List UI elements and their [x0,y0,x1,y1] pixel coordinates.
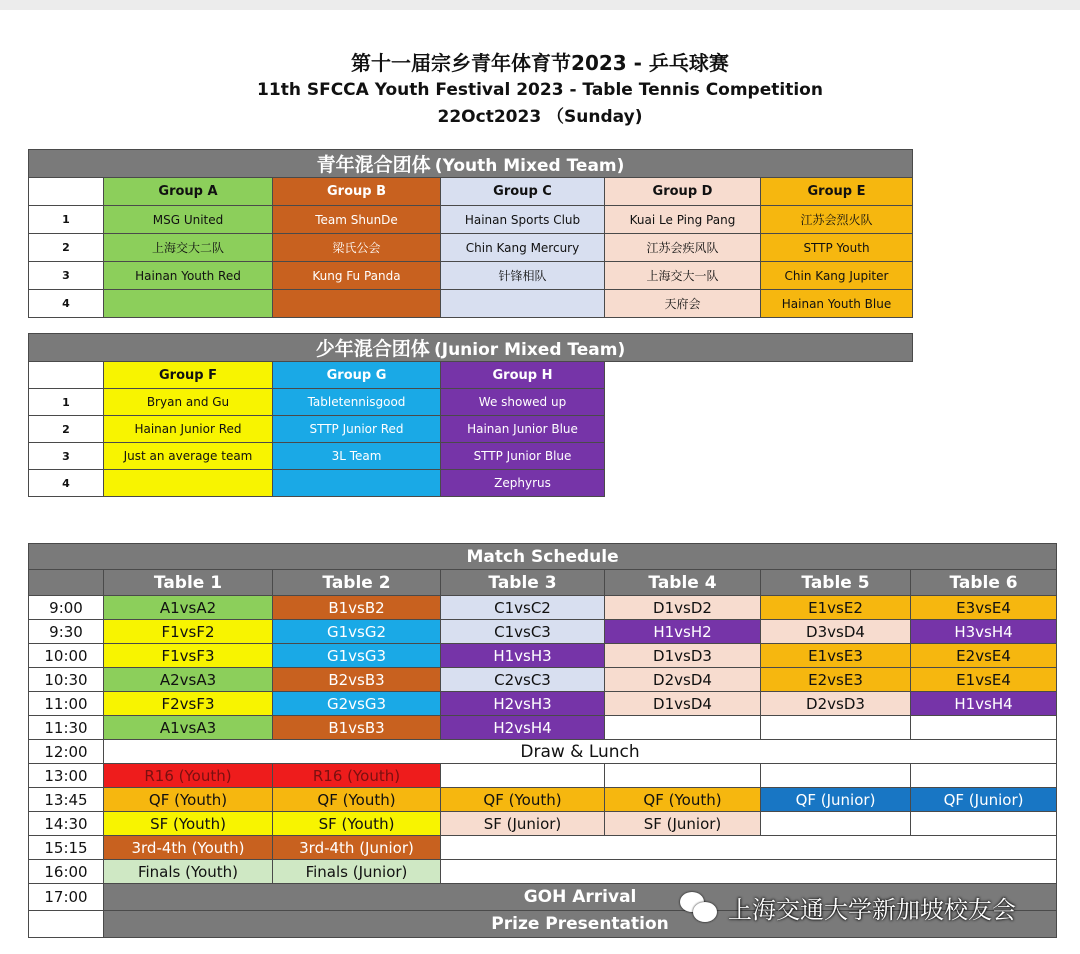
seed-number: 4 [29,470,104,497]
team-cell: Chin Kang Jupiter [761,262,913,290]
match-cell: F2vsF3 [104,692,273,716]
team-cell: STTP Junior Blue [441,443,605,470]
match-cell [441,764,605,788]
team-cell [441,290,605,318]
junior-banner [29,334,913,362]
title-chinese: 第十一届宗乡青年体育节2023 - 乒乓球赛 [351,51,729,75]
match-cell: G2vsG3 [273,692,441,716]
match-cell: 3rd-4th (Youth) [104,836,273,860]
table-header: Table 5 [761,570,911,596]
match-cell [761,764,911,788]
match-cell: B2vsB3 [273,668,441,692]
group-header: Group C [441,178,605,206]
match-cell: QF (Youth) [104,788,273,812]
team-cell: Hainan Junior Red [104,416,273,443]
schedule-row [29,836,1057,860]
team-cell: Hainan Junior Blue [441,416,605,443]
match-cell: A1vsA3 [104,716,273,740]
schedule-row [29,692,1057,716]
match-schedule-table [28,543,1057,938]
corner-cell [29,178,104,206]
ceremony-cell: GOH Arrival [104,884,1057,911]
table-row [29,206,913,234]
time-cell: 13:00 [29,764,104,788]
match-cell: R16 (Youth) [104,764,273,788]
team-cell: MSG United [104,206,273,234]
match-cell [605,716,761,740]
time-cell: 9:30 [29,620,104,644]
team-cell [273,470,441,497]
team-cell [104,290,273,318]
table-row [29,389,913,416]
schedule-row [29,668,1057,692]
schedule-row [29,596,1057,620]
seed-number: 1 [29,206,104,234]
team-cell: 上海交大一队 [605,262,761,290]
match-cell: C1vsC3 [441,620,605,644]
watermark-text: 上海交通大学新加坡校友会 [728,895,1016,924]
table-header: Table 2 [273,570,441,596]
team-cell [273,290,441,318]
time-cell: 14:30 [29,812,104,836]
wechat-icon [680,890,720,924]
match-cell: H1vsH3 [441,644,605,668]
team-cell: STTP Junior Red [273,416,441,443]
match-cell: C1vsC2 [441,596,605,620]
team-cell: Bryan and Gu [104,389,273,416]
time-header-cell [29,570,104,596]
youth-banner [29,150,913,178]
time-cell: 15:15 [29,836,104,860]
match-cell: H1vsH4 [911,692,1057,716]
team-cell: 天府会 [605,290,761,318]
youth-groups-table [28,149,913,318]
junior-banner-en: (Junior Mixed Team) [433,340,626,360]
match-cell: G1vsG3 [273,644,441,668]
match-cell: D1vsD3 [605,644,761,668]
match-cell: 3rd-4th (Junior) [273,836,441,860]
watermark [680,887,1016,927]
match-cell: D1vsD4 [605,692,761,716]
empty-area [605,389,913,416]
team-cell: 上海交大二队 [104,234,273,262]
match-cell: QF (Junior) [911,788,1057,812]
match-cell: B1vsB2 [273,596,441,620]
youth-banner-cn: 青年混合团体 [316,154,431,176]
match-cell: D2vsD4 [605,668,761,692]
empty-area [441,860,1057,884]
match-cell [605,764,761,788]
junior-groups-table [28,333,913,497]
team-cell: Tabletennisgood [273,389,441,416]
table-row [29,470,913,497]
match-cell: D2vsD3 [761,692,911,716]
time-cell: 13:45 [29,788,104,812]
schedule-row [29,812,1057,836]
time-cell: 10:30 [29,668,104,692]
schedule-row [29,764,1057,788]
seed-number: 3 [29,443,104,470]
group-header: Group D [605,178,761,206]
group-header: Group A [104,178,273,206]
match-cell: D3vsD4 [761,620,911,644]
empty-area [441,836,1057,860]
table-header: Table 6 [911,570,1057,596]
top-bar [0,0,1080,10]
document-header [0,50,1080,131]
match-cell: F1vsF3 [104,644,273,668]
seed-number: 4 [29,290,104,318]
seed-number: 1 [29,389,104,416]
corner-cell [29,362,104,389]
time-cell: 12:00 [29,740,104,764]
team-cell: STTP Youth [761,234,913,262]
schedule-row [29,644,1057,668]
match-cell: A1vsA2 [104,596,273,620]
junior-banner-cn: 少年混合团体 [315,338,430,360]
table-header: Table 1 [104,570,273,596]
match-cell: A2vsA3 [104,668,273,692]
match-cell: C2vsC3 [441,668,605,692]
match-cell: QF (Youth) [273,788,441,812]
time-cell: 17:00 [29,884,104,911]
match-cell: H1vsH2 [605,620,761,644]
empty-area [605,443,913,470]
match-cell: E2vsE3 [761,668,911,692]
schedule-header-row [29,570,1057,596]
match-cell: QF (Youth) [605,788,761,812]
team-cell: 3L Team [273,443,441,470]
match-cell: E2vsE4 [911,644,1057,668]
event-date: 22Oct2023 （Sunday) [437,107,643,127]
match-cell: SF (Youth) [273,812,441,836]
team-cell [104,470,273,497]
empty-area [605,470,913,497]
match-cell: F1vsF2 [104,620,273,644]
team-cell: 梁氏公会 [273,234,441,262]
team-cell: Hainan Sports Club [441,206,605,234]
team-cell: 针锋相队 [441,262,605,290]
schedule-row [29,740,1057,764]
match-cell [911,764,1057,788]
group-header: Group G [273,362,441,389]
match-cell: Finals (Youth) [104,860,273,884]
match-cell: E1vsE3 [761,644,911,668]
match-cell [761,716,911,740]
seed-number: 3 [29,262,104,290]
team-cell: Just an average team [104,443,273,470]
match-cell [911,716,1057,740]
match-cell: H3vsH4 [911,620,1057,644]
time-cell: 16:00 [29,860,104,884]
youth-group-header-row [29,178,913,206]
match-cell: G1vsG2 [273,620,441,644]
lunch-cell: Draw & Lunch [104,740,1057,764]
team-cell: Kung Fu Panda [273,262,441,290]
match-cell [761,812,911,836]
table-row [29,262,913,290]
match-cell: H2vsH4 [441,716,605,740]
match-cell: Finals (Junior) [273,860,441,884]
team-cell: Chin Kang Mercury [441,234,605,262]
time-cell: 11:00 [29,692,104,716]
match-cell [911,812,1057,836]
match-cell: E1vsE2 [761,596,911,620]
match-cell: E1vsE4 [911,668,1057,692]
empty-area [605,416,913,443]
match-cell: D1vsD2 [605,596,761,620]
table-row [29,290,913,318]
team-cell: Team ShunDe [273,206,441,234]
match-cell: SF (Junior) [441,812,605,836]
time-cell [29,911,104,938]
team-cell: Hainan Youth Red [104,262,273,290]
team-cell: Zephyrus [441,470,605,497]
table-row [29,443,913,470]
ceremony-cell: Prize Presentation [104,911,1057,938]
schedule-row [29,620,1057,644]
match-cell: H2vsH3 [441,692,605,716]
schedule-row [29,716,1057,740]
match-cell: B1vsB3 [273,716,441,740]
group-header: Group H [441,362,605,389]
group-header: Group B [273,178,441,206]
match-cell: QF (Junior) [761,788,911,812]
empty-area [605,362,913,389]
youth-banner-en: (Youth Mixed Team) [434,156,625,176]
team-cell: 江苏会烈火队 [761,206,913,234]
time-cell: 9:00 [29,596,104,620]
junior-group-header-row [29,362,913,389]
match-cell: SF (Junior) [605,812,761,836]
match-cell: R16 (Youth) [273,764,441,788]
seed-number: 2 [29,234,104,262]
title-english: 11th SFCCA Youth Festival 2023 - Table Tennis Competition [257,80,823,100]
table-header: Table 3 [441,570,605,596]
group-header: Group F [104,362,273,389]
team-cell: We showed up [441,389,605,416]
schedule-row [29,860,1057,884]
team-cell: 江苏会疾风队 [605,234,761,262]
match-cell: QF (Youth) [441,788,605,812]
team-cell: Hainan Youth Blue [761,290,913,318]
seed-number: 2 [29,416,104,443]
time-cell: 11:30 [29,716,104,740]
schedule-title: Match Schedule [29,544,1057,570]
match-cell: SF (Youth) [104,812,273,836]
time-cell: 10:00 [29,644,104,668]
match-cell: E3vsE4 [911,596,1057,620]
table-header: Table 4 [605,570,761,596]
schedule-row [29,788,1057,812]
team-cell: Kuai Le Ping Pang [605,206,761,234]
group-header: Group E [761,178,913,206]
table-row [29,416,913,443]
table-row [29,234,913,262]
